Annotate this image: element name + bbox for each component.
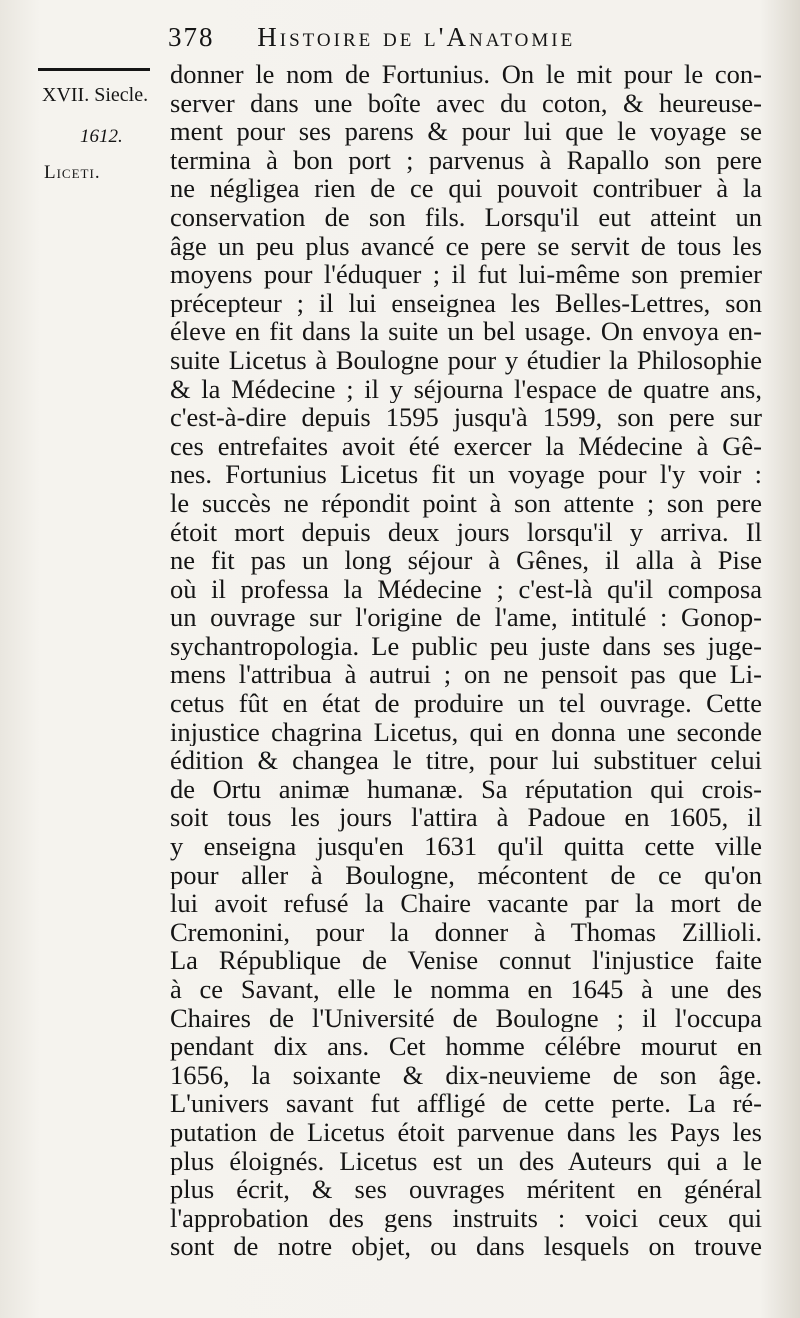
- body-text: [170, 60, 762, 1261]
- text-line: pour aller à Boulogne, mécontent de ce qu'on: [170, 860, 762, 890]
- text-line: à ce Savant, elle le nomma en 1645 à une des: [170, 975, 762, 1004]
- text-line: l'approbation des gens instruits : voici ceux qui: [170, 1203, 762, 1233]
- text-line: Cremonini, pour la donner à Thomas Zillioli.: [170, 917, 762, 947]
- text-line: cetus fût en état de produire un tel ouvrage. Cette: [170, 689, 762, 718]
- margin-notes: [38, 66, 163, 185]
- text-line: mens l'attribua à autrui ; on ne pensoit pas que Li-: [170, 660, 762, 690]
- text-line: ne négligea rien de ce qui pouvoit contribuer à la: [170, 174, 762, 203]
- text-line: où il professa la Médecine ; c'est-là qu'il composa: [170, 574, 762, 604]
- text-line: L'univers savant fut affligé de cette perte. La ré-: [170, 1089, 762, 1118]
- margin-century: XVII. Siecle.: [42, 84, 149, 106]
- margin-name: Liceti.: [44, 162, 101, 183]
- text-line: 1656, la soixante & dix-neuvieme de son âge.: [170, 1060, 762, 1090]
- running-header: [168, 22, 768, 58]
- text-line: La République de Venise connut l'injustice faite: [170, 946, 762, 975]
- text-line: suite Licetus à Boulogne pour y étudier la Philosophie: [170, 345, 762, 375]
- text-line: plus éloignés. Licetus est un des Auteurs qui a le: [170, 1146, 762, 1176]
- text-line: étoit mort depuis deux jours lorsqu'il y arriva. Il: [170, 517, 762, 547]
- text-line: pendant dix ans. Cet homme célébre mourut en: [170, 1032, 762, 1061]
- text-line: le succès ne répondit point à son attente ; son pere: [170, 488, 762, 518]
- text-line: de Ortu animæ humanæ. Sa réputation qui crois-: [170, 774, 762, 804]
- text-line: éleve en fit dans la suite un bel usage. On envoya en-: [170, 317, 762, 346]
- text-line: édition & changea le titre, pour lui substituer celui: [170, 746, 762, 775]
- running-title: Histoire de l'Anatomie: [257, 22, 576, 52]
- text-line: un ouvrage sur l'origine de l'ame, intitulé : Gonop-: [170, 603, 762, 632]
- text-line: ne fit pas un long séjour à Gênes, il alla à Pise: [170, 546, 762, 575]
- text-line: ces entrefaites avoit été exercer la Médecine à Gê-: [170, 431, 762, 461]
- text-line: c'est-à-dire depuis 1595 jusqu'à 1599, son pere sur: [170, 403, 762, 432]
- text-line: nes. Fortunius Licetus fit un voyage pour l'y voir :: [170, 460, 762, 489]
- text-line: ment pour ses parens & pour lui que le voyage se: [170, 117, 762, 146]
- text-line: termina à bon port ; parvenus à Rapallo son pere: [170, 145, 762, 175]
- text-line: lui avoit refusé la Chaire vacante par la mort de: [170, 889, 762, 918]
- text-line: donner le nom de Fortunius. On le mit pour le con-: [170, 60, 762, 89]
- text-line: moyens pour l'éduquer ; il fut lui-même son premier: [170, 260, 762, 289]
- text-line: server dans une boîte avec du coton, & heureuse-: [170, 88, 762, 118]
- text-line: y enseigna jusqu'en 1631 qu'il quitta cette ville: [170, 832, 762, 861]
- text-line: soit tous les jours l'attira à Padoue en 1605, il: [170, 803, 762, 833]
- page-number: 378: [168, 22, 215, 52]
- margin-rule: [38, 68, 150, 71]
- text-line: conservation de son fils. Lorsqu'il eut atteint un: [170, 202, 762, 232]
- text-line: sont de notre objet, ou dans lesquels on trouve: [170, 1232, 762, 1261]
- text-line: putation de Licetus étoit parvenue dans les Pays les: [170, 1117, 762, 1147]
- text-line: & la Médecine ; il y séjourna l'espace de quatre ans,: [170, 374, 762, 404]
- text-line: sychantropologia. Le public peu juste dans ses juge-: [170, 631, 762, 661]
- text-line: injustice chagrina Licetus, qui en donna une seconde: [170, 717, 762, 747]
- margin-year: 1612.: [80, 126, 123, 147]
- text-line: Chaires de l'Université de Boulogne ; il l'occupa: [170, 1003, 762, 1033]
- text-line: précepteur ; il lui enseignea les Belles-Lettres, son: [170, 288, 762, 318]
- text-line: plus écrit, & ses ouvrages méritent en général: [170, 1175, 762, 1204]
- text-line: âge un peu plus avancé ce pere se servit de tous les: [170, 231, 762, 261]
